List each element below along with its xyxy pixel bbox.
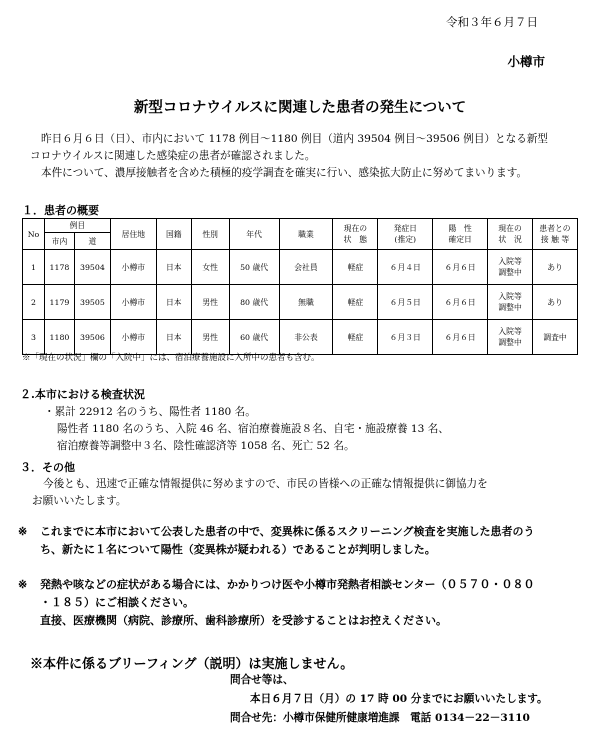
- cell-sex: 男性: [191, 320, 229, 355]
- section-1-heading: １．患者の概要: [22, 204, 99, 217]
- intro-paragraph: [30, 131, 590, 182]
- contact-info: 問合せ先：小樽市保健所健康増進課 電話 0134－22－3110: [230, 712, 530, 724]
- table-header-row: [23, 219, 578, 233]
- cell-nationality: 日本: [156, 250, 191, 285]
- cell-status: 入院等 調整中: [488, 250, 533, 285]
- notice-mark: ※: [18, 525, 28, 538]
- variant-notice: [18, 523, 588, 559]
- issue-date: 令和３年６月７日: [446, 15, 538, 29]
- header-contact: 患者との 接 触 等: [533, 219, 578, 250]
- cell-condition: 軽症: [333, 320, 378, 355]
- cell-no: 3: [23, 320, 45, 355]
- cell-positive-date: ６月６日: [433, 320, 488, 355]
- consult-line-1: 発熱や咳などの症状がある場合には、かかりつけ医や小樽市発熱者相談センター（０５７０・０８０: [40, 578, 535, 591]
- cell-condition: 軽症: [333, 250, 378, 285]
- consultation-notice: [18, 576, 588, 630]
- cell-positive-date: ６月６日: [433, 285, 488, 320]
- cell-age: 80 歳代: [229, 285, 279, 320]
- testing-line-1: ・累計 22912 名のうち、陽性者 1180 名。: [44, 406, 256, 418]
- cell-residence: 小樽市: [110, 285, 156, 320]
- cell-no: 2: [23, 285, 45, 320]
- section-2-heading: ２.本市における検査状況: [20, 388, 145, 401]
- header-case-pref: 道: [74, 233, 110, 250]
- testing-line-3: 宿泊療養等調整中３名、陰性確認済等 1058 名、死亡 52 名。: [57, 440, 355, 452]
- header-case-city: 市内: [44, 233, 74, 250]
- cell-positive-date: ６月６日: [433, 250, 488, 285]
- variant-line-2: ち、新たに１名について陽性（変異株が疑われる）であることが判明しました。: [40, 543, 436, 556]
- cell-status: 入院等 調整中: [488, 320, 533, 355]
- cell-case-pref: 39506: [74, 320, 110, 355]
- cell-sex: 女性: [191, 250, 229, 285]
- document-title: 新型コロナウイルスに関連した患者の発生について: [133, 99, 467, 116]
- cell-no: 1: [23, 250, 45, 285]
- header-age: 年代: [229, 219, 279, 250]
- cell-case-city: 1178: [44, 250, 74, 285]
- header-sex: 性別: [191, 219, 229, 250]
- header-job: 職業: [279, 219, 333, 250]
- intro-line-1: 昨日６月６日（日）、市内において 1178 例目～1180 例目（道内 39504 例目～39506 例目）となる新型: [41, 133, 549, 145]
- case-table: [22, 218, 578, 355]
- testing-line-2: 陽性者 1180 名のうち、入院 46 名、宿泊療養施設８名、自宅・施設療養 13 名、: [57, 423, 449, 435]
- cell-case-pref: 39505: [74, 285, 110, 320]
- cell-case-city: 1180: [44, 320, 74, 355]
- other-line-1: 今後とも、迅速で正確な情報提供に努めますので、市民の皆様への正確な情報提供に御協力を: [43, 478, 488, 490]
- cell-age: 60 歳代: [229, 320, 279, 355]
- table-row: [23, 320, 578, 355]
- table-row: [23, 285, 578, 320]
- cell-residence: 小樽市: [110, 250, 156, 285]
- cell-onset: ６月５日: [378, 285, 433, 320]
- contact-intro: 問合せ等は、: [230, 674, 294, 686]
- header-residence: 居住地: [110, 219, 156, 250]
- testing-summary: [44, 404, 449, 455]
- cell-status: 入院等 調整中: [488, 285, 533, 320]
- cell-residence: 小樽市: [110, 320, 156, 355]
- cell-age: 50 歳代: [229, 250, 279, 285]
- variant-line-1: これまでに本市において公表した患者の中で、変異株に係るスクリーニング検査を実施した患者のう: [40, 525, 535, 538]
- intro-line-2: コロナウイルスに関連した感染症の患者が確認されました。: [30, 150, 316, 162]
- header-positive-date: 陽 性 確定日: [433, 219, 488, 250]
- section-3-heading: ３．その他: [20, 461, 75, 474]
- cell-onset: ６月４日: [378, 250, 433, 285]
- header-onset: 発症日 (推定): [378, 219, 433, 250]
- cell-job: 無職: [279, 285, 333, 320]
- cell-onset: ６月３日: [378, 320, 433, 355]
- cell-contact: あり: [533, 250, 578, 285]
- other-paragraph: [32, 476, 488, 510]
- cell-nationality: 日本: [156, 320, 191, 355]
- briefing-notice: ※本件に係るブリーフィング（説明）は実施しません。: [30, 657, 354, 672]
- header-nationality: 国籍: [156, 219, 191, 250]
- consult-line-3: 直接、医療機関（病院、診療所、歯科診療所）を受診することはお控えください。: [40, 614, 447, 627]
- header-no: No: [23, 219, 45, 250]
- header-status: 現在の 状 況: [488, 219, 533, 250]
- cell-job: 会社員: [279, 250, 333, 285]
- other-line-2: お願いいたします。: [32, 495, 127, 507]
- table-footnote: ※「現在の状況」欄の「入院中」には、宿泊療養施設に入所中の患者も含む。: [22, 353, 320, 363]
- cell-case-city: 1179: [44, 285, 74, 320]
- cell-condition: 軽症: [333, 285, 378, 320]
- issuer-city: 小樽市: [507, 54, 545, 69]
- table-row: [23, 250, 578, 285]
- cell-nationality: 日本: [156, 285, 191, 320]
- cell-job: 非公表: [279, 320, 333, 355]
- cell-contact: 調査中: [533, 320, 578, 355]
- intro-line-3: 本件について、濃厚接触者を含めた積極的疫学調査を確実に行い、感染拡大防止に努めてまいります。: [41, 167, 528, 179]
- consult-line-2: ・１８５）にご相談ください。: [40, 596, 194, 609]
- cell-sex: 男性: [191, 285, 229, 320]
- contact-deadline: 本日６月７日（月）の 17 時 00 分までにお願いいたします。: [250, 693, 548, 705]
- cell-case-pref: 39504: [74, 250, 110, 285]
- header-case: 例目: [44, 219, 110, 233]
- notice-mark: ※: [18, 578, 28, 591]
- cell-contact: あり: [533, 285, 578, 320]
- header-condition: 現在の 状 態: [333, 219, 378, 250]
